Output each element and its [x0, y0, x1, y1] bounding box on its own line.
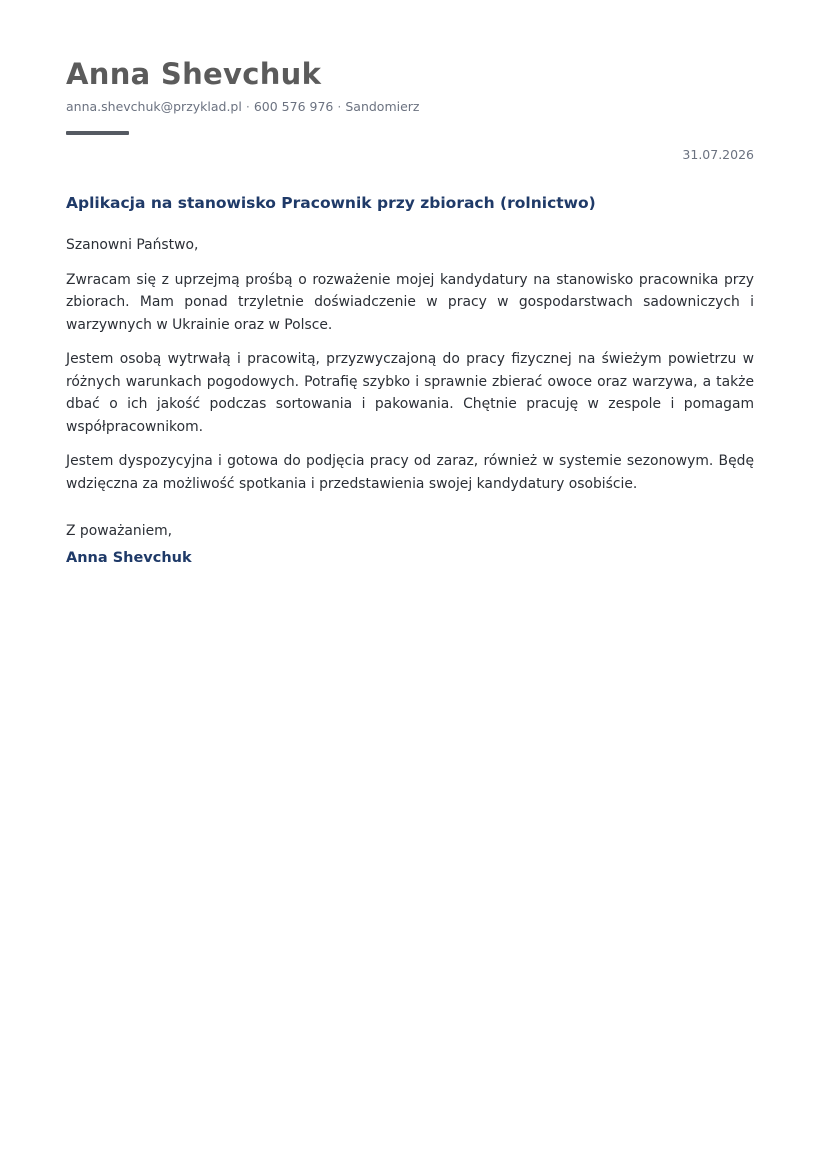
body-paragraph: Jestem dyspozycyjna i gotowa do podjęcia pracy od zaraz, również w systemie sezonowym. Będę wdzięczna za możliwość spotkania i przedstawienia swojej kandydatury osobiście.	[66, 453, 754, 492]
body-paragraph: Jestem osobą wytrwałą i pracowitą, przyzwyczajoną do pracy fizycznej na świeżym powietrzu w różnych warunkach pogodowych. Potrafię szybko i sprawnie zbierać owoce oraz warzywa, a także dbać o ich jakość podczas sortowania i pakowania. Chętnie pracuję w zespole i pomagam współpracownikom.	[66, 351, 754, 435]
phone-text: 600 576 976	[253, 99, 334, 114]
email-text: anna.shevchuk@przyklad.pl	[66, 99, 242, 114]
contact-separator: ·	[245, 99, 250, 114]
header-accent-rule	[66, 131, 129, 135]
body-paragraph: Zwracam się z uprzejmą prośbą o rozważenie mojej kandydatury na stanowisko pracownika przy zbiorach. Mam ponad trzyletnie doświadczenie w pracy w gospodarstwach sadowniczych i warzywnych w Ukrainie oraz w Polsce.	[66, 271, 754, 333]
letter-subject: Aplikacja na stanowisko Pracownik przy zbiorach (rolnictwo)	[66, 194, 596, 212]
closing: Z poważaniem,	[66, 523, 173, 539]
city-text: Sandomierz	[345, 99, 420, 114]
signature: Anna Shevchuk	[66, 549, 192, 566]
contact-separator: ·	[337, 99, 342, 114]
letter-body	[66, 234, 754, 581]
letter-date: 31.07.2026	[682, 147, 754, 162]
applicant-name: Anna Shevchuk	[66, 57, 322, 91]
contact-line	[66, 98, 419, 116]
salutation: Szanowni Państwo,	[66, 237, 199, 253]
